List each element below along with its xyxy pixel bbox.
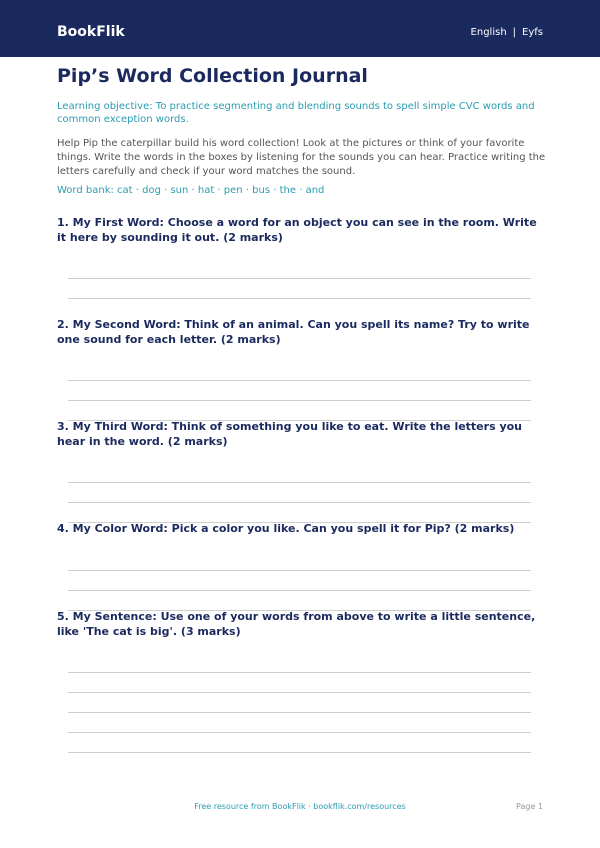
answer-line[interactable] [68, 298, 531, 299]
answer-line[interactable] [68, 570, 531, 571]
answer-line[interactable] [68, 692, 531, 693]
answer-line[interactable] [68, 672, 531, 673]
nav-level[interactable]: Eyfs [522, 27, 543, 38]
brand-logo[interactable]: BookFlik [57, 24, 125, 40]
question-2: 2. My Second Word: Think of an animal. Can you spell its name? Try to write one sound for each letter. (2 marks) [57, 318, 530, 346]
answer-line[interactable] [68, 732, 531, 733]
footer-text[interactable]: Free resource from BookFlik · bookflik.com/resources [194, 802, 406, 811]
page-title: Pip’s Word Collection Journal [57, 65, 368, 87]
answer-line[interactable] [68, 752, 531, 753]
answer-line[interactable] [68, 502, 531, 503]
answer-line[interactable] [68, 482, 531, 483]
nav-separator: | [512, 27, 517, 38]
answer-line[interactable] [68, 400, 531, 401]
page-number: Page 1 [516, 802, 543, 811]
question-3: 3. My Third Word: Think of something you like to eat. Write the letters you hear in the word. (2 marks) [57, 420, 523, 448]
answer-line[interactable] [68, 380, 531, 381]
word-bank: Word bank: cat · dog · sun · hat · pen · bus · the · and [57, 185, 325, 196]
answer-line[interactable] [68, 590, 531, 591]
breadcrumb [471, 27, 543, 38]
answer-line[interactable] [68, 712, 531, 713]
top-bar [0, 0, 600, 57]
intro-text: Help Pip the caterpillar build his word collection! Look at the pictures or think of your favorite things. Write the words in the boxes by listening for the sounds you can hear. Practice writing the letters carefully and check if your word matches the sound. [57, 138, 546, 177]
nav-subject[interactable]: English [470, 27, 507, 38]
answer-line[interactable] [68, 278, 531, 279]
learning-objective: Learning objective: To practice segmenting and blending sounds to spell simple CVC words and common exception words. [57, 101, 535, 125]
question-4: 4. My Color Word: Pick a color you like. Can you spell it for Pip? (2 marks) [57, 522, 515, 535]
question-5: 5. My Sentence: Use one of your words from above to write a little sentence, like 'The cat is big'. (3 marks) [57, 610, 536, 638]
question-1: 1. My First Word: Choose a word for an object you can see in the room. Write it here by sounding it out. (2 marks) [57, 216, 537, 244]
